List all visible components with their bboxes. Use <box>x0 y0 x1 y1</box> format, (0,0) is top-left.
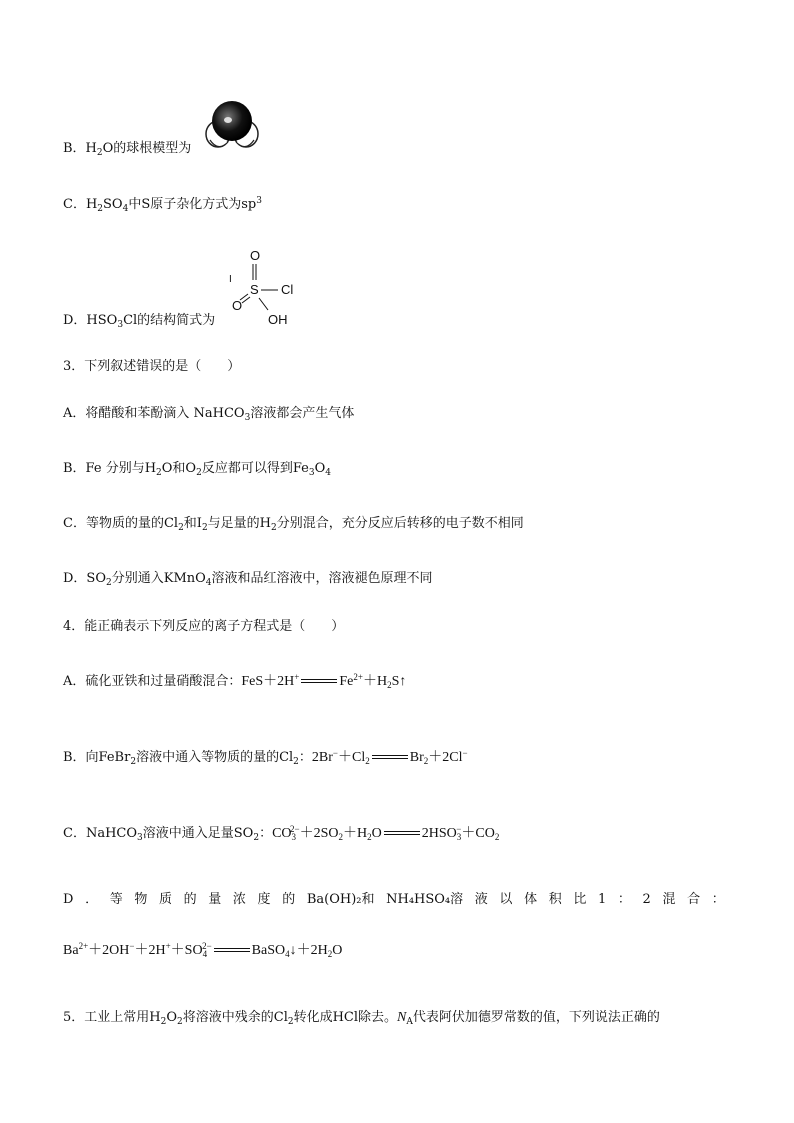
q2-option-c: C．$H_2SO_4$中S原子杂化方式为$sp^3$ <box>63 196 262 214</box>
q4-d-token: 液 <box>474 892 488 907</box>
q4-d-token: 混 <box>662 892 676 907</box>
q4-d-token: 2 <box>642 892 651 907</box>
equation-arrow <box>372 755 408 760</box>
q3-option-b: B．Fe 分别与$H_2O$和$O_2$反应都可以得到$Fe_3O_4$ <box>63 461 331 478</box>
q4-d-token: NH₄HSO₄溶 <box>386 892 464 907</box>
q4-d-token: 量 <box>208 892 222 907</box>
q4-option-b: B．向FeBr$_2$溶液中通入等物质的量的$Cl_2$：$2Br^-+Cl_2$ $Br_2+2Cl^-$ <box>63 748 468 767</box>
q4-d-token: Ba(OH)₂和 <box>306 892 375 907</box>
q4-d-token: 等 <box>109 892 123 907</box>
q5-stem: 5．工业上常用$H_2O_2$将溶液中残余的$Cl_2$转化成HCl除去。$N_A$代表阿伏加德罗常数的值，下列说法正确的 <box>63 1010 660 1027</box>
hso3cl-structure-image <box>226 246 306 328</box>
q4-d-token: 体 <box>524 892 538 907</box>
q4-stem: 4．能正确表示下列反应的离子方程式是（ ） <box>63 619 345 634</box>
equation-arrow <box>384 831 420 836</box>
q3-option-a: A．将醋酸和苯酚滴入 NaHCO$_3$溶液都会产生气体 <box>63 406 355 423</box>
struct-cl: Cl <box>281 282 294 297</box>
q2-option-d: D．$HSO_3Cl$的结构简式为 <box>63 313 216 330</box>
q4-option-c: C．NaHCO$_3$溶液中通入足量$SO_2$：$CO_3^{2-}+2SO_2+H_2O$ $2HSO_3^-+CO_2$ <box>63 824 500 843</box>
q4-d-token: 比 <box>573 892 587 907</box>
q4-option-d-line1 <box>63 891 725 909</box>
q3-stem: 3．下列叙述错误的是（ ） <box>63 359 241 374</box>
q4-d-token: D <box>63 892 74 907</box>
q4-d-token: 以 <box>499 892 513 907</box>
q4-d-token: 质 <box>158 892 172 907</box>
q4-d-token: ： <box>711 892 725 907</box>
struct-top-o: O <box>250 248 261 263</box>
q2-option-b: B．$H_2O$的球根模型为 <box>63 141 192 158</box>
q4-d-token: ． <box>85 892 99 907</box>
q4-d-token: 物 <box>134 892 148 907</box>
struct-oh: OH <box>268 312 288 327</box>
q4-d-token: 的 <box>282 892 296 907</box>
struct-tick: I <box>229 274 232 285</box>
q4-d-token: 度 <box>257 892 271 907</box>
q4-d-token: 浓 <box>232 892 246 907</box>
q4-d-token: 1 <box>597 892 607 907</box>
q4-d-token: 的 <box>183 892 197 907</box>
struct-s: S <box>250 282 259 297</box>
q3-option-c: C．等物质的量的$Cl_2$和$I_2$与足量的$H_2$分别混合，充分反应后转移的电子数不相同 <box>63 516 524 533</box>
struct-left-o: O <box>232 298 243 313</box>
q4-option-a: A．硫化亚铁和过量硝酸混合：FeS＋2H+ $Fe^{2+}+H_2S↑$ <box>63 672 407 690</box>
q4-d-token: ： <box>617 892 631 907</box>
q4-option-d-equation: $Ba^{2+}+2OH^-+2H^++SO_4^{2-}$ $BaSO_4↓+2H_2O$ <box>63 941 343 959</box>
equation-arrow <box>214 948 250 953</box>
q3-option-d: D．$SO_2$分别通入KMnO$_4$溶液和品红溶液中，溶液褪色原理不同 <box>63 571 433 588</box>
equation-arrow <box>301 679 337 684</box>
q4-d-token: 合 <box>687 892 701 907</box>
q4-d-token: 积 <box>548 892 562 907</box>
water-ball-model-image <box>204 96 260 154</box>
